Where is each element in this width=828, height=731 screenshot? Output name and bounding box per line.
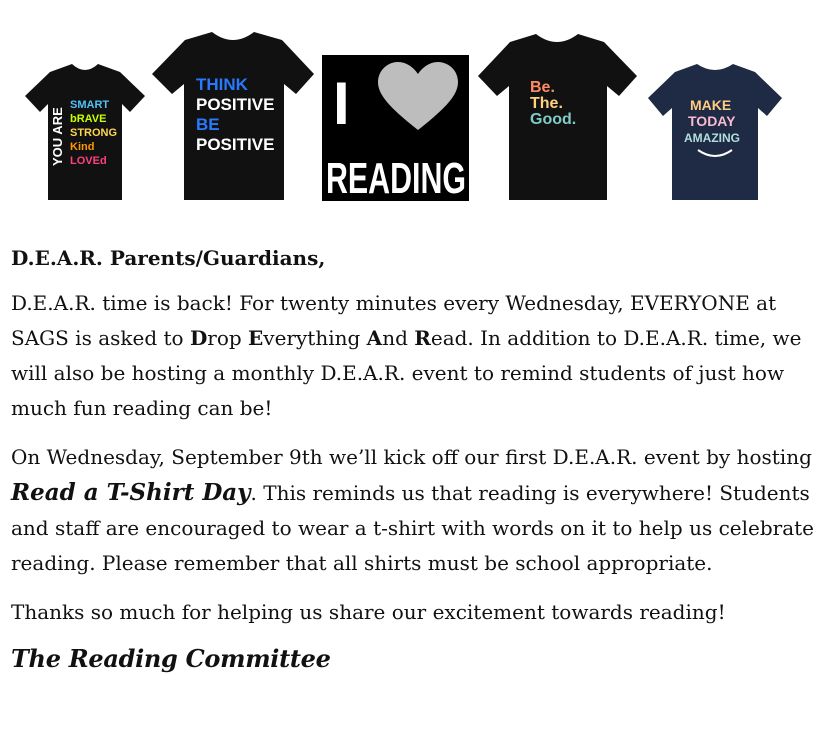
shirt1-line3: STRONG (70, 127, 118, 139)
p1-bold-a: A (366, 326, 383, 350)
p1-text-very: verything (263, 326, 367, 350)
shirt1-line1: SMART (70, 99, 110, 111)
p2-text-a: On Wednesday, September 9th we’ll kick off our first D.E.A.R. event by hosting (11, 445, 812, 469)
paragraph-thanks: Thanks so much for helping us share our excitement towards reading! (11, 600, 726, 624)
sign-i-love-reading (322, 55, 469, 203)
shirt-you-are (25, 64, 145, 200)
shirt1-line5: LOVEd (70, 155, 107, 167)
shirt1-side: YOU ARE (50, 107, 65, 166)
shirt5-line2: TODAY (688, 113, 736, 129)
p1-text-rop: rop (207, 326, 249, 350)
shirt4-line1: Be. (530, 79, 555, 96)
shirt2-line4: POSITIVE (196, 135, 275, 154)
shirt2-line3: BE (196, 115, 220, 134)
shirt2-line2: POSITIVE (196, 95, 275, 114)
p1-bold-e: E (248, 326, 264, 350)
shirt5-line3: AMAZING (684, 131, 740, 145)
p2-text-rest: . This reminds us that reading is everywhere! Students and staff are encouraged to wear a t-shirt with words on it to help us celebrate reading. Please remember that all shirts must be school appropriate. (11, 481, 815, 575)
paragraph-intro (11, 286, 816, 426)
sign-word-i: I (333, 70, 350, 137)
shirt4-line2: The. (530, 95, 563, 112)
event-name: Read a T-Shirt Day (11, 479, 251, 506)
shirt-make-today-amazing (648, 64, 782, 200)
p1-bold-d: D (189, 326, 208, 350)
p1-text-a: D.E.A.R. time is back! For twenty minutes every Wednesday, EVERYONE at SAGS is asked to (11, 291, 777, 350)
paragraph-event (11, 440, 816, 581)
shirt5-line1: MAKE (690, 97, 732, 113)
greeting: D.E.A.R. Parents/Guardians, (11, 246, 326, 270)
sign-word-reading: READING (326, 154, 466, 203)
shirt-think-positive (152, 32, 314, 200)
p1-text-nd: nd (382, 326, 415, 350)
shirt1-line4: Kind (70, 141, 95, 153)
shirt-be-the-good (478, 34, 637, 200)
p1-bold-r: R (414, 326, 431, 350)
shirt4-line3: Good. (530, 111, 577, 128)
banner-images (0, 0, 828, 220)
letter-body (11, 242, 816, 673)
shirt1-line2: bRAVE (70, 113, 107, 125)
shirt2-line1: THINK (196, 75, 248, 94)
tshirt-banner (0, 0, 828, 220)
p1-text-rest: ead. In addition to D.E.A.R. time, we will also be hosting a monthly D.E.A.R. event to remind students of just how much fun reading can be! (11, 326, 802, 420)
signature: The Reading Committee (11, 644, 331, 673)
